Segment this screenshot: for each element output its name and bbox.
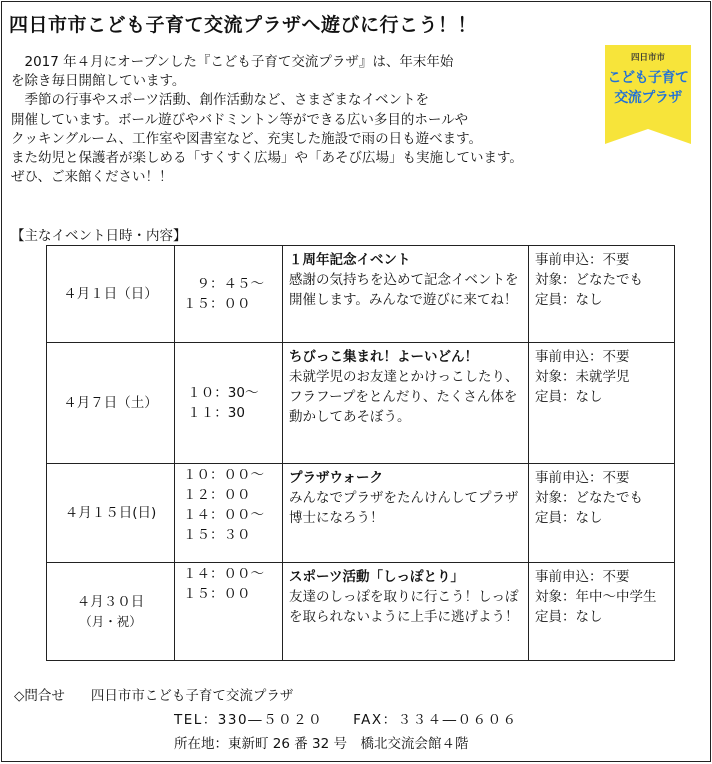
event-description: 感謝の気持ちを込めて記念イベントを開催します。みんなで遊びに来てね！ xyxy=(289,272,519,308)
fax-number: FAX：３３４―０６０６ xyxy=(353,712,518,728)
event-condition: 定員：なし xyxy=(535,292,603,308)
event-time: １０：30～ １１：30 xyxy=(175,343,283,464)
intro-line: また幼児と保護者が楽しめる「すくすく広場」や「あそび広場」も実施しています。 xyxy=(11,150,523,167)
page-title: 四日市市こども子育て交流プラザへ遊びに行こう！！ xyxy=(9,14,478,36)
flyer-page xyxy=(1,1,711,762)
event-title: １周年記念イベント xyxy=(289,252,411,268)
event-condition: 事前申込：不要 xyxy=(535,569,630,585)
event-time: ９：４５～ １５：００ xyxy=(175,246,283,343)
intro-line: ぜひ、ご来館ください！！ xyxy=(11,169,173,186)
event-row xyxy=(47,343,675,464)
event-date: ４月１５日(日) xyxy=(47,464,175,563)
event-title: プラザウォーク xyxy=(289,470,383,486)
intro-line: 季節の行事やスポーツ活動、創作活動など、さまざまなイベントを xyxy=(11,92,429,109)
event-condition: 事前申込：不要 xyxy=(535,252,630,268)
event-condition: 定員：なし xyxy=(535,609,603,625)
event-date: ４月７日（土） xyxy=(47,343,175,464)
organization-name: 四日市市こども子育て交流プラザ xyxy=(90,688,294,704)
event-time: １４：００～ １５：００ xyxy=(175,563,283,661)
badge-small-text: 四日市市 xyxy=(630,53,665,63)
phone-number: TEL：330―５０２０ xyxy=(174,712,324,728)
event-conditions xyxy=(529,464,675,563)
events-section-label: 【主なイベント日時・内容】 xyxy=(11,228,187,244)
intro-text xyxy=(11,53,631,187)
event-date: ４月１日（日） xyxy=(47,246,175,343)
event-condition: 対象：年中～中学生 xyxy=(535,589,657,605)
intro-line: クッキングルーム、工作室や図書室など、充実した施設で雨の日も遊べます。 xyxy=(11,130,483,147)
event-time: １０：００～ １２：００ １４：００～ １５：３０ xyxy=(175,464,283,563)
event-condition: 対象：未就学児 xyxy=(535,369,630,385)
event-content xyxy=(283,343,529,464)
event-title: スポーツ活動「しっぽとり」 xyxy=(289,569,464,585)
event-content xyxy=(283,246,529,343)
event-content xyxy=(283,563,529,661)
event-condition: 事前申込：不要 xyxy=(535,349,630,365)
event-conditions xyxy=(529,246,675,343)
event-date: ４月３０日 （月・祝） xyxy=(47,563,175,661)
intro-line: 2017 年４月にオープンした『こども子育て交流プラザ』は、年末年始 xyxy=(11,54,454,70)
event-conditions xyxy=(529,563,675,661)
event-title: ちびっこ集まれ！よーいどん！ xyxy=(289,349,478,365)
event-condition: 定員：なし xyxy=(535,389,603,405)
intro-line: を除き毎日開館しています。 xyxy=(11,73,186,90)
event-conditions xyxy=(529,343,675,464)
event-condition: 対象：どなたでも xyxy=(535,272,643,288)
event-description: みんなでプラザをたんけんしてプラザ博士になろう！ xyxy=(289,490,519,526)
event-description: 未就学児のお友達とかけっこしたり、フラフープをとんだり、たくさん体を動かしてあそぼう。 xyxy=(289,369,519,425)
inquiry-label: ◇問合せ xyxy=(14,688,65,704)
event-condition: 定員：なし xyxy=(535,510,603,526)
phone-fax-line xyxy=(174,708,518,728)
event-description: 友達のしっぽを取りに行こう！しっぽを取られないように上手に逃げよう！ xyxy=(289,589,519,625)
inquiry-line xyxy=(14,684,293,704)
event-content xyxy=(283,464,529,563)
intro-line: 開催しています。ボール遊びやバドミントン等ができる広い多目的ホールや xyxy=(11,111,469,128)
event-row xyxy=(47,563,675,661)
events-table xyxy=(46,245,675,661)
plaza-logo-badge xyxy=(605,45,691,144)
event-row xyxy=(47,464,675,563)
badge-line2: 交流プラザ xyxy=(614,90,682,106)
badge-line1: こども子育て xyxy=(607,70,689,86)
event-row xyxy=(47,246,675,343)
event-condition: 対象：どなたでも xyxy=(535,490,643,506)
address: 所在地：東新町 26 番 32 号 橋北交流会館４階 xyxy=(174,736,469,752)
event-condition: 事前申込：不要 xyxy=(535,470,630,486)
